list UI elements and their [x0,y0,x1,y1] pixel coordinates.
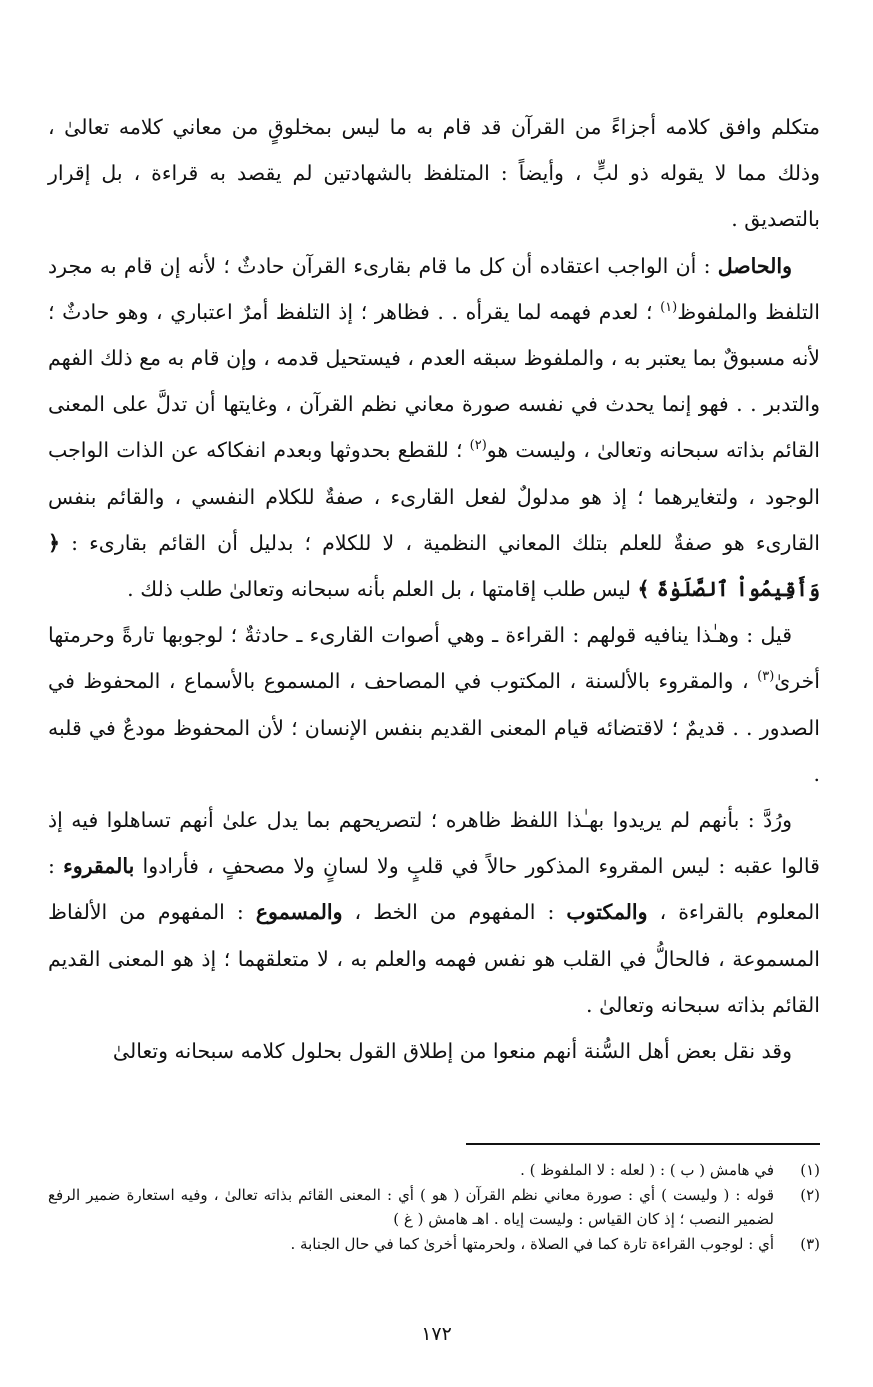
footnote-2-text: قوله : ( وليست ) أي : صورة معاني نظم القرآن ( هو ) أي : المعنى القائم بذاته تعالىٰ ، وفيه استعارة ضمير الرفع لضمير النصب ؛ إذ كان القياس : وليست إياه . اهـ هامش ( غ ) [48,1185,774,1228]
paragraph-4-term-maktub: والمكتوب [566,900,648,925]
paragraph-2 [48,243,820,613]
footnote-3-number: (٣) [800,1234,820,1253]
paragraph-3-text-a: قيل : وهـٰذا ينافيه قولهم : القراءة ـ وهي أصوات القارىء ـ حادثةٌ ؛ لوجوبها تارةً وحرمتها أخرىٰ [48,623,820,694]
paragraph-4-text-b: : المعلوم بالقراءة ، [48,854,820,925]
paragraph-2-text-d: ليس طلب إقامتها ، بل العلم بأنه سبحانه وتعالىٰ طلب ذلك . [127,577,638,602]
paragraph-5-text: وقد نقل بعض أهل السُّنة أنهم منعوا من إطلاق القول بحلول كلامه سبحانه وتعالىٰ [112,1039,792,1064]
footnotes [48,1158,820,1256]
footnote-2 [48,1183,820,1232]
paragraph-1 [48,104,820,243]
footnote-3-text: أي : لوجوب القراءة تارة كما في الصلاة ، ولحرمتها أخرىٰ كما في حال الجنابة . [290,1234,774,1253]
footnote-1 [48,1158,820,1183]
footnote-ref-1[interactable]: (١) [660,299,678,315]
paragraph-4-text-d: : المفهوم من الألفاظ المسموعة ، فالحالُّ في القلب هو نفس فهمه والعلم به ، لا متعلقهما ؛ إذ هو المعنى القديم القائم بذاته سبحانه وتعالىٰ . [48,900,820,1017]
footnote-ref-2[interactable]: (٢) [469,438,487,454]
footnote-divider [466,1143,820,1145]
paragraph-4-text-c: : المفهوم من الخط ، [342,900,567,925]
quran-quote: ﴿ وَأَقِيمُواْ ٱلصَّلَوٰةَ ﴾ [48,530,820,602]
paragraph-3-text-b: ، والمقروء بالألسنة ، المكتوب في المصاحف ، المسموع بالأسماع ، المحفوظ في الصدور . . قديمٌ ؛ لاقتضائه قيام المعنى القديم بنفس الإنسان ؛ لأن المحفوظ مودعٌ في قلبه . [48,669,820,786]
paragraph-2-text-b: ؛ لعدم فهمه لما يقرأه . . فظاهر ؛ إذ التلفظ أمرٌ اعتباري ، وهو حادثٌ ؛ لأنه مسبوقٌ بما يعتبر به ، والملفوظ سبقه العدم ، فيستحيل قدمه ، وإن قام به مع ذلك الفهم والتدبر . . فهو إنما يحدث في نفسه صورة معاني نظم القرآن ، وغايتها أن تدلَّ على المعنى القائم بذاته سبحانه وتعالىٰ ، وليست هو [48,299,820,463]
footnote-1-text: في هامش ( ب ) : ( لعله : لا الملفوظ ) . [520,1161,774,1179]
paragraph-4 [48,797,820,1028]
page-number: ١٧٢ [421,1323,452,1345]
paragraph-3 [48,612,820,797]
paragraph-4-term-maqru: بالمقروء [63,854,135,879]
main-text [48,104,820,1074]
footnote-2-number: (٢) [800,1185,820,1204]
paragraph-1-text: متكلم وافق كلامه أجزاءً من القرآن قد قام به ما ليس بمخلوقٍ من معاني كلامه تعالىٰ ، وذلك مما لا يقوله ذو لبٍّ ، وأيضاً : المتلفظ بالشهادتين لم يقصد به قراءة ، بل إقرار بالتصديق . [48,115,820,232]
paragraph-5 [48,1028,820,1074]
paragraph-2-text-a: : أن الواجب اعتقاده أن كل ما قام بقارىء القرآن حادثٌ ؛ لأنه إن قام به مجرد التلفظ والملفوظ [48,253,820,324]
paragraph-4-text-a: ورُدَّ : بأنهم لم يريدوا بهـٰذا اللفظ ظاهره ؛ لتصريحهم بما يدل علىٰ أنهم تساهلوا فيه إذ قالوا عقبه : ليس المقروء المذكور حالاً في قلبٍ ولا لسانٍ ولا مصحفٍ ، فأرادوا [48,808,820,879]
footnote-ref-3[interactable]: (٣) [757,669,775,685]
paragraph-2-lead: والحاصل [717,253,792,278]
footnote-1-number: (١) [800,1161,820,1179]
footnote-3 [48,1232,820,1257]
paragraph-2-text-c: ؛ للقطع بحدوثها وبعدم انفكاكه عن الذات الواجب الوجود ، ولتغايرهما ؛ إذ هو مدلولٌ لفعل القارىء ، صفةٌ للكلام النفسي ، والقائم بنفس القارىء هو صفةٌ للعلم بتلك المعاني النظمية ، لا للكلام ؛ بدليل أن القائم بقارىء : [48,438,820,555]
paragraph-4-term-masmu: والمسموع [255,900,343,925]
